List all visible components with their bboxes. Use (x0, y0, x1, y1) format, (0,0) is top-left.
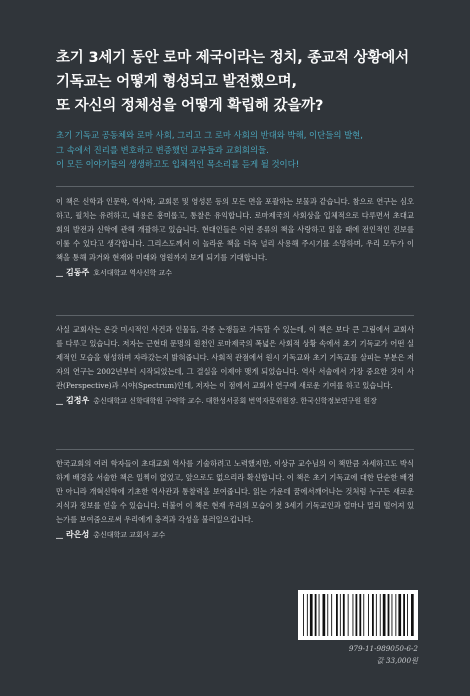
barcode-bar (340, 594, 341, 636)
barcode-bar (319, 594, 320, 636)
headline (56, 46, 426, 118)
divider (56, 186, 414, 187)
barcode-bar (348, 594, 349, 636)
barcode-bar (327, 594, 328, 636)
signature-dash: __ (56, 269, 63, 278)
intro-line: 초기 기독교 공동체와 로마 사회, 그리고 그 로마 사회의 반대와 박해, 이단들의 발현, (56, 130, 363, 140)
barcode-bar (336, 594, 338, 636)
review-text: 이 책은 신학과 인문학, 역사학, 교회론 및 영성론 등의 모든 면을 포괄하는 보물과 같습니다. 참으로 연구는 심오하고, 필치는 유려하고, 내용은 흥미롭고, 통찰은 유익합니다. 로마제국의 사회상을 입체적으로 다루면서 초대교회의 발전과 신학에 관해 개괄하고 있습니다. 현대인들은 이런 종류의 책을 사랑하고 읽을 때에 전인적인 진보를 이룰 수 있다고 생각합니다. 그리스도께서 이 놀라운 책을 더욱 널리 사용해 주시기를 소망하며, 우리 모두가 이 책을 통해 과거와 현재와 미래와 영원까지 보게 되기를 기대합니다. (56, 197, 414, 263)
review-signature (56, 266, 414, 280)
intro-line: 이 모든 이야기들의 생생하고도 입체적인 목소리를 듣게 될 것이다! (56, 159, 300, 169)
review-2 (56, 323, 414, 409)
intro-line: 그 속에서 진리를 변호하고 변증했던 교부들과 교회회의들. (56, 144, 269, 155)
barcode-bar (356, 594, 358, 636)
reviewer-affiliation: 총신대학교 교회사 교수 (93, 531, 166, 540)
barcode-bar (359, 594, 361, 636)
headline-line: 초기 3세기 동안 로마 제국이라는 정치, 종교적 상황에서 (56, 50, 409, 66)
review-text: 사실 교회사는 온갖 미시적인 사건과 인물들, 각종 논쟁들로 가득할 수 있는데, 이 책은 보다 큰 그림에서 교회사를 다루고 있습니다. 저자는 근현대 문명의 원천인 로마제국의 폭넓은 사회적 상황 속에서 초기 기독교가 어떤 실제적인 모습을 형성하며 자라갔는지 밝혀줍니다. 사회적 관점에서 원시 기독교와 초기 기독교를 살피는 부분은 저자의 연구는 2002년부터 시작되었는데, 그 결실을 이제야 맺게 되었습니다. 역사 서술에서 가장 중요한 것이 사관(Perspective)과 시야(Spectrum)인데, 저자는 이 점에서 교회사 연구에 새로운 기여를 하고 있습니다. (56, 325, 414, 391)
review-text: 한국교회의 여러 학자들이 초대교회 역사를 기술하려고 노력했지만, 이상규 교수님의 이 책만큼 자세하고도 박식하게 배경을 서술한 책은 일찍이 없었고, 앞으로도 없으리라 확신합니다. 이 책은 초기 기독교에 대한 단순한 배경만 아니라 개혁신학에 기초한 역사관과 통찰력을 보여줍니다. 읽는 가운데 꿈에서깨어나는 것처럼 누구든 새로운 지식과 정보를 얻을 수 있습니다. 더불어 이 책은 현재 우리의 모습이 첫 3세기 기독교인과 얼마나 멀리 떨어져 있는가를 보여줌으로써 우리에게 충격과 각성을 불러일으킵니다. (56, 459, 414, 525)
isbn-text: 979-11-989050-6-2 (348, 644, 418, 653)
barcode-bar (395, 594, 396, 636)
divider (56, 315, 414, 316)
price-text: 값 33,000원 (376, 656, 418, 665)
barcode-bar (331, 594, 332, 636)
barcode-bar (376, 594, 377, 636)
barcode-bar (403, 594, 405, 636)
barcode-bar (363, 594, 364, 636)
signature-dash: __ (56, 531, 63, 540)
barcode-bar (315, 594, 317, 636)
barcode (298, 590, 418, 640)
barcode-bar (307, 594, 308, 636)
barcode-bar (323, 594, 326, 636)
barcode-bar (368, 594, 369, 636)
barcode-bar (388, 594, 390, 636)
barcode-bar (372, 594, 374, 636)
barcode-bar (398, 594, 401, 636)
barcode-bar (303, 594, 304, 636)
headline-line: 기독교는 어떻게 형성되고 발전했으며, (56, 74, 297, 90)
barcode-bar (343, 594, 345, 636)
review-signature (56, 528, 414, 542)
reviewer-name: 김정우 (66, 396, 90, 406)
barcode-bar (407, 594, 408, 636)
signature-dash: __ (56, 397, 63, 406)
reviewer-affiliation: 총신대학교 신학대학원 구약학 교수. 대한성서공회 번역자문위원장. 한국신학정보연구원 원장 (93, 397, 377, 406)
barcode-bar (392, 594, 393, 636)
review-signature (56, 394, 414, 408)
intro-text (56, 128, 426, 172)
review-1 (56, 195, 414, 281)
barcode-bars (298, 590, 418, 640)
barcode-bar (353, 594, 354, 636)
reviewer-name: 라은성 (66, 530, 90, 540)
divider (56, 449, 414, 450)
headline-line: 또 자신의 정체성을 어떻게 확립해 갔을까? (56, 98, 324, 114)
barcode-bar (380, 594, 381, 636)
reviewer-name: 김동주 (66, 268, 90, 278)
reviewer-affiliation: 호서대학교 역사신학 교수 (93, 269, 173, 278)
barcode-bar (383, 594, 386, 636)
review-3 (56, 457, 414, 543)
barcode-bar (310, 594, 313, 636)
barcode-bar (411, 594, 414, 636)
